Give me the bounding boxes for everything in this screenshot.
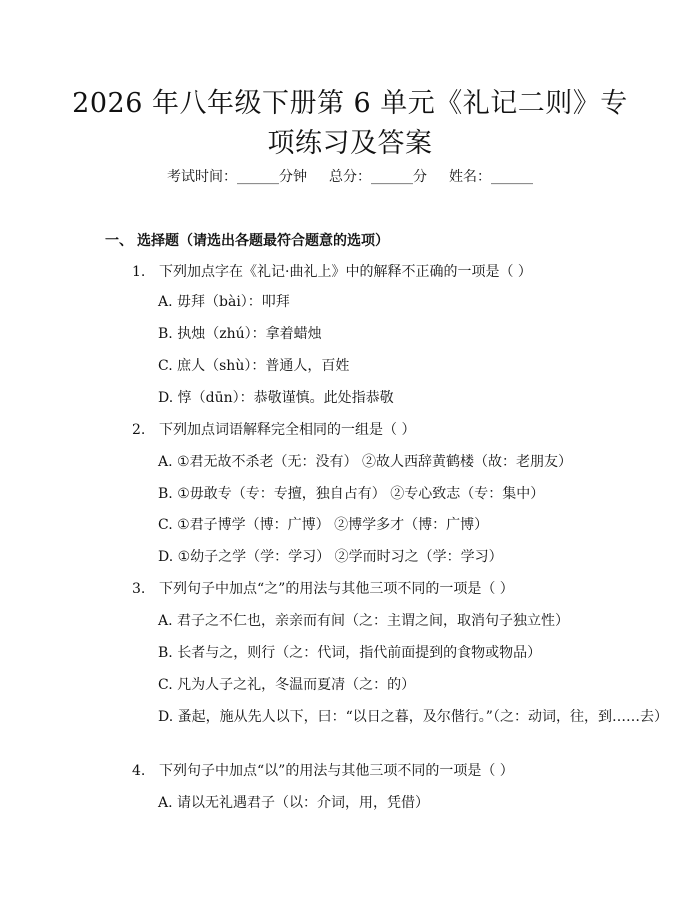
page-title: 2026 年八年级下册第 6 单元《礼记二则》专项练习及答案 xyxy=(72,88,628,159)
exam-meta xyxy=(0,167,700,187)
question-text: 下列加点词语解释完全相同的一组是（ ） xyxy=(159,422,416,438)
question-2-option-a: A. ①君无故不杀老（无：没有） ②故人西辞黄鹤楼（故：老朋友） xyxy=(158,454,573,470)
question-number: 3. xyxy=(132,581,146,597)
question-text: 下列句子中加点“之”的用法与其他三项不同的一项是（ ） xyxy=(159,581,514,597)
question-3 xyxy=(132,579,514,599)
question-2 xyxy=(132,420,415,440)
question-4 xyxy=(132,761,514,781)
question-1-option-c: C. 庶人（shù）：普通人，百姓 xyxy=(158,358,350,374)
question-1-option-b: B. 执烛（zhú）：拿着蜡烛 xyxy=(158,326,322,342)
exam-score: 总分：______分 xyxy=(329,169,427,185)
section-number: 一、 xyxy=(105,233,133,249)
question-number: 4. xyxy=(132,763,146,779)
question-2-option-c: C. ①君子博学（博：广博） ②博学多才（博：广博） xyxy=(158,517,489,533)
exam-name: 姓名：______ xyxy=(449,169,533,185)
question-3-option-d: D. 蚤起，施从先人以下，曰：“以日之暮，及尔偕行。”（之：动词，往，到……去） xyxy=(158,709,668,725)
question-1-option-a: A. 毋拜（bài）：叩拜 xyxy=(158,294,290,310)
question-text: 下列句子中加点“以”的用法与其他三项不同的一项是（ ） xyxy=(159,763,514,779)
section-title: 选择题（请选出各题最符合题意的选项） xyxy=(137,233,389,249)
question-4-option-a: A. 请以无礼遇君子（以：介词，用，凭借） xyxy=(158,795,430,811)
question-2-option-d: D. ①幼子之学（学：学习） ②学而时习之（学：学习） xyxy=(158,549,503,565)
question-1 xyxy=(132,262,532,282)
question-number: 2. xyxy=(132,422,146,438)
question-1-option-d: D. 惇（dūn）：恭敬谨慎。此处指恭敬 xyxy=(158,390,394,406)
question-2-option-b: B. ①毋敢专（专：专擅，独自占有） ②专心致志（专：集中） xyxy=(158,486,545,502)
section-heading xyxy=(105,231,389,251)
exam-time: 考试时间：______分钟 xyxy=(167,169,307,185)
question-text: 下列加点字在《礼记·曲礼上》中的解释不正确的一项是（ ） xyxy=(159,264,532,280)
question-number: 1. xyxy=(132,264,146,280)
question-3-option-a: A. 君子之不仁也，亲亲而有间（之：主谓之间，取消句子独立性） xyxy=(158,613,570,629)
question-3-option-c: C. 凡为人子之礼，冬温而夏凊（之：的） xyxy=(158,677,416,693)
question-3-option-b: B. 长者与之，则行（之：代词，指代前面提到的食物或物品） xyxy=(158,645,542,661)
